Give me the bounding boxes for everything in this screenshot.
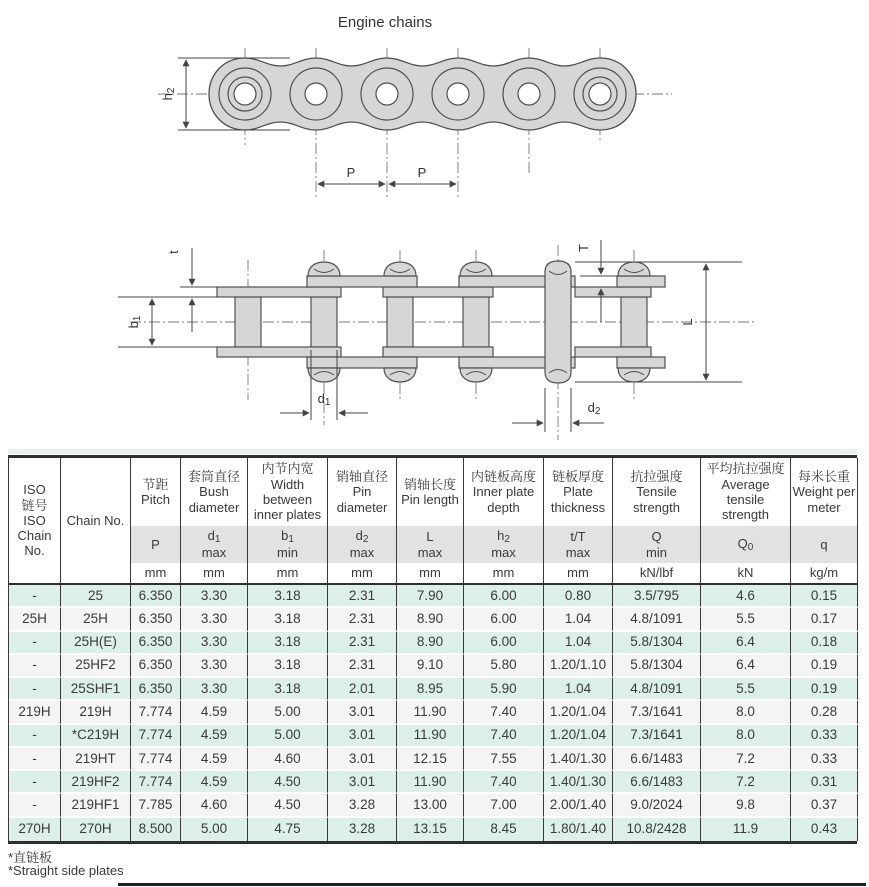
header-symbol-cell [328,526,397,563]
symbol-subscript: 1 [214,534,221,546]
table-cell: 0.37 [791,794,858,817]
header-iso-line: 链号 [21,497,48,513]
header-title-zh: 内节内宽 [261,461,314,477]
header-title-en: Average tensile strength [721,476,770,523]
table-cell: 7.2 [701,748,791,771]
table-cell: 6.350 [131,678,181,701]
table-cell: 4.50 [248,771,328,794]
header-symbol-cell [464,526,544,563]
table-cell: 3.18 [248,608,328,631]
table-cell: - [9,585,61,608]
header-title-zh: 销轴长度 [403,476,456,492]
table-cell: 5.00 [248,725,328,748]
table-cell: 2.31 [328,632,397,655]
table-cell: 2.01 [328,678,397,701]
header-symbol-cell [701,526,791,563]
symbol-note: max [565,544,591,560]
table-cell: 6.350 [131,608,181,631]
header-title-zh: 链板厚度 [551,469,604,484]
table-cell: 5.8/1304 [613,632,701,655]
page-title: Engine chains [337,14,433,31]
header-unit-cell: mm [397,563,464,585]
table-cell: - [9,748,61,771]
symbol-note: min [646,544,667,560]
dim-label-d1: d1 [317,391,331,408]
table-cell: 11.9 [701,818,791,841]
table-cell: - [9,632,61,655]
table-cell: 7.40 [464,725,544,748]
header-unit-cell: kN [701,563,791,585]
table-cell: 219HF2 [61,771,131,794]
table-cell: 4.59 [181,725,248,748]
table-cell: 4.60 [181,794,248,817]
table-cell: 4.50 [248,794,328,817]
table-cell: 8.500 [131,818,181,841]
dim-label-L: L [680,318,695,326]
header-title-en: Inner plate depth [472,484,535,515]
header-title-en: Pin length [401,492,459,507]
table-cell: 7.2 [701,771,791,794]
symbol-note: min [277,545,298,561]
symbol-note: max [491,545,516,561]
table-cell: 6.4 [701,632,791,655]
table-cell: 8.95 [397,678,464,701]
symbol-main: h [497,528,505,544]
header-title-zh: 销轴直径 [335,469,388,484]
table-cell: 10.8/2428 [613,818,701,841]
symbol [208,528,221,545]
table-cell: 3.28 [328,818,397,841]
symbol [570,529,585,544]
table-cell: 5.00 [181,818,248,841]
table-cell: 9.8 [701,794,791,817]
table-cell: 0.80 [544,585,613,608]
symbol-subscript: 2 [504,534,510,546]
dim-label-b1: b1 [126,315,143,329]
symbol-main: Q [651,529,662,545]
dim-label-T: T [576,244,591,252]
table-cell: 0.33 [791,748,858,771]
header-name-cell [248,458,328,526]
table-cell: 25HF2 [61,655,131,678]
symbol-main: q [820,536,828,552]
header-symbol-cell [544,526,613,563]
header-name-cell [131,458,181,526]
dim-label-p-left: P [346,165,356,180]
header-name-cell [397,458,464,526]
symbol [151,537,160,552]
symbol-note: max [417,544,443,560]
table-top-strip [8,449,857,454]
table-cell: 7.774 [131,771,181,794]
header-title-zh: 内链板高度 [470,469,536,484]
header-title-zh: 平均抗拉强度 [706,461,785,477]
table-cell: 3.18 [248,678,328,701]
table-cell: 219HT [61,748,131,771]
table-cell: 3.01 [328,771,397,794]
table-cell: 7.40 [464,701,544,724]
symbol-subscript: 0 [747,542,754,553]
table-cell: 270H [61,818,131,841]
connecting-pin [545,261,571,383]
table-cell: 5.00 [248,701,328,724]
header-title-en: Width between inner plates [253,476,322,523]
table-cell: 6.350 [131,585,181,608]
symbol [497,528,510,545]
table-cell: 3.18 [248,585,328,608]
table-cell: 0.15 [791,585,858,608]
table-cell: 2.31 [328,608,397,631]
table-cell: 0.18 [791,632,858,655]
table-cell: 6.00 [464,585,544,608]
symbol-main: t/T [570,529,586,545]
table-cell: 7.55 [464,748,544,771]
dim-label-h2: h2 [160,87,177,101]
table-cell: 1.04 [544,608,613,631]
table-cell: 3.30 [181,655,248,678]
table-cell: 7.785 [131,794,181,817]
table-cell: 0.19 [791,678,858,701]
header-symbol-cell [397,526,464,563]
dim-label-t: t [166,250,181,254]
header-unit-cell: mm [131,563,181,585]
table-cell: 0.19 [791,655,858,678]
symbol [281,528,294,545]
table-cell: 7.3/1641 [613,725,701,748]
header-symbol-cell [181,526,248,563]
table-cell: 4.60 [248,748,328,771]
symbol-main: Q [737,536,748,551]
symbol-note: max [201,545,227,561]
table-cell: 3.5/795 [613,585,701,608]
table-cell: 6.6/1483 [613,748,701,771]
table-cell: 6.350 [131,655,181,678]
table-cell: 25H [9,608,61,631]
table-cell: 3.01 [328,748,397,771]
table-cell: *C219H [61,725,131,748]
table-cell: 6.350 [131,632,181,655]
table-cell: 4.59 [181,748,248,771]
table-cell: 4.59 [181,771,248,794]
table-cell: - [9,771,61,794]
chain-side-view-diagram [158,48,672,197]
header-symbol-cell [613,526,701,563]
chain-spec-table [8,455,857,844]
header-unit-cell: kg/m [791,563,858,585]
table-cell: 0.33 [791,725,858,748]
table-cell: 25H(E) [61,632,131,655]
table-cell: 25 [61,585,131,608]
symbol-main: b [281,528,289,544]
table-cell: 11.90 [397,701,464,724]
symbol [651,529,661,544]
header-title-zh: 抗拉强度 [630,469,683,484]
table-cell: 4.59 [181,701,248,724]
symbol-main: d [355,528,363,544]
table-cell: 5.5 [701,678,791,701]
table-cell: 219HF1 [61,794,131,817]
dim-label-d2: d2 [587,400,601,417]
table-cell: 13.15 [397,818,464,841]
table-cell: 1.40/1.30 [544,748,613,771]
page-bottom-rule [118,883,866,886]
symbol [738,536,754,553]
header-unit-cell: mm [464,563,544,585]
header-name-cell [701,458,791,526]
header-name-cell [181,458,248,526]
symbol [356,528,369,545]
symbol-subscript: 1 [288,534,294,546]
header-iso-line: No. [24,543,45,559]
header-iso-line: Chain [17,528,52,544]
table-cell: 3.30 [181,608,248,631]
table-cell: 7.00 [464,794,544,817]
table-cell: 4.75 [248,818,328,841]
header-title-zh: 每米长重 [797,469,850,484]
table-cell: 3.01 [328,701,397,724]
table-cell: 5.80 [464,655,544,678]
table-cell: 5.5 [701,608,791,631]
table-cell: 1.20/1.04 [544,701,613,724]
symbol-main: d [207,528,215,544]
table-cell: 0.43 [791,818,858,841]
table-cell: 0.17 [791,608,858,631]
table-cell: 6.6/1483 [613,771,701,794]
table-cell: 270H [9,818,61,841]
symbol-note: max [349,545,375,561]
header-iso-line: ISO [23,482,46,498]
table-cell: 3.30 [181,585,248,608]
table-cell: 1.20/1.10 [544,655,613,678]
table-cell: 219H [61,701,131,724]
table-cell: 6.00 [464,608,544,631]
header-title-en: Weight per meter [792,484,856,515]
dim-label-p-right: P [417,165,427,180]
header-title-zh: 节距 [142,476,169,492]
chain-plan-view-diagram [118,240,755,440]
symbol-subscript: 2 [362,534,369,546]
header-symbol-cell [131,526,181,563]
table-cell: 1.20/1.04 [544,725,613,748]
header-name-cell [328,458,397,526]
table-cell: 3.01 [328,725,397,748]
table-cell: 219H [9,701,61,724]
header-unit-cell: mm [248,563,328,585]
table-cell: 11.90 [397,725,464,748]
table-cell: 4.8/1091 [613,608,701,631]
table-cell: 1.04 [544,678,613,701]
table-cell: - [9,678,61,701]
table-cell: 2.31 [328,655,397,678]
table-cell: 13.00 [397,794,464,817]
header-symbol-cell [248,526,328,563]
table-cell: 3.18 [248,632,328,655]
table-cell: 3.18 [248,655,328,678]
header-unit-cell: mm [181,563,248,585]
table-cell: 5.8/1304 [613,655,701,678]
table-cell: 1.40/1.30 [544,771,613,794]
table-cell: 7.774 [131,725,181,748]
table-cell: 7.40 [464,771,544,794]
table-cell: - [9,655,61,678]
table-cell: 0.28 [791,701,858,724]
table-cell: 7.774 [131,701,181,724]
table-cell: 5.90 [464,678,544,701]
table-cell: 8.90 [397,632,464,655]
header-name-cell [613,458,701,526]
table-cell: 9.10 [397,655,464,678]
symbol [426,529,433,544]
header-title-en: Bush diameter [188,484,240,515]
table-cell: 2.00/1.40 [544,794,613,817]
table-cell: 25SHF1 [61,678,131,701]
table-cell: 25H [61,608,131,631]
table-cell: 8.45 [464,818,544,841]
header-symbol-cell [791,526,858,563]
table-cell: 6.00 [464,632,544,655]
header-unit-cell: kN/lbf [613,563,701,585]
header-title-en: Tensile strength [633,484,680,515]
table-cell: - [9,794,61,817]
table-cell: 6.4 [701,655,791,678]
header-chain-no: Chain No. [61,458,131,585]
table-cell: 8.0 [701,725,791,748]
table-cell: 0.31 [791,771,858,794]
table-cell: 1.80/1.40 [544,818,613,841]
header-iso-line: ISO [23,512,46,528]
footnote-zh: *直链板 [8,850,53,865]
table-cell: 4.6 [701,585,791,608]
table-cell: 7.774 [131,748,181,771]
table-cell: 8.0 [701,701,791,724]
table-cell: 4.8/1091 [613,678,701,701]
header-unit-cell: mm [544,563,613,585]
header-iso-chain-no [9,458,61,585]
footnote-en: *Straight side plates [8,863,124,878]
header-name-cell [544,458,613,526]
table-cell: 2.31 [328,585,397,608]
table-cell: 3.30 [181,632,248,655]
header-title-en: Plate thickness [550,484,606,515]
header-title-en: Pitch [141,492,170,507]
symbol-main: L [426,529,434,545]
header-name-cell [791,458,858,526]
table-cell: 3.30 [181,678,248,701]
table-cell: 11.90 [397,771,464,794]
table-cell: 7.3/1641 [613,701,701,724]
table-cell: 12.15 [397,748,464,771]
symbol [820,537,827,552]
table-cell: - [9,725,61,748]
header-name-cell [464,458,544,526]
header-title-en: Pin diameter [336,484,388,515]
header-title-zh: 套筒直径 [187,469,240,484]
chain-plates-outline [209,58,636,130]
symbol-main: P [151,536,160,552]
header-unit-cell: mm [328,563,397,585]
table-cell: 1.04 [544,632,613,655]
table-cell: 8.90 [397,608,464,631]
table-cell: 3.28 [328,794,397,817]
table-cell: 9.0/2024 [613,794,701,817]
table-cell: 7.90 [397,585,464,608]
